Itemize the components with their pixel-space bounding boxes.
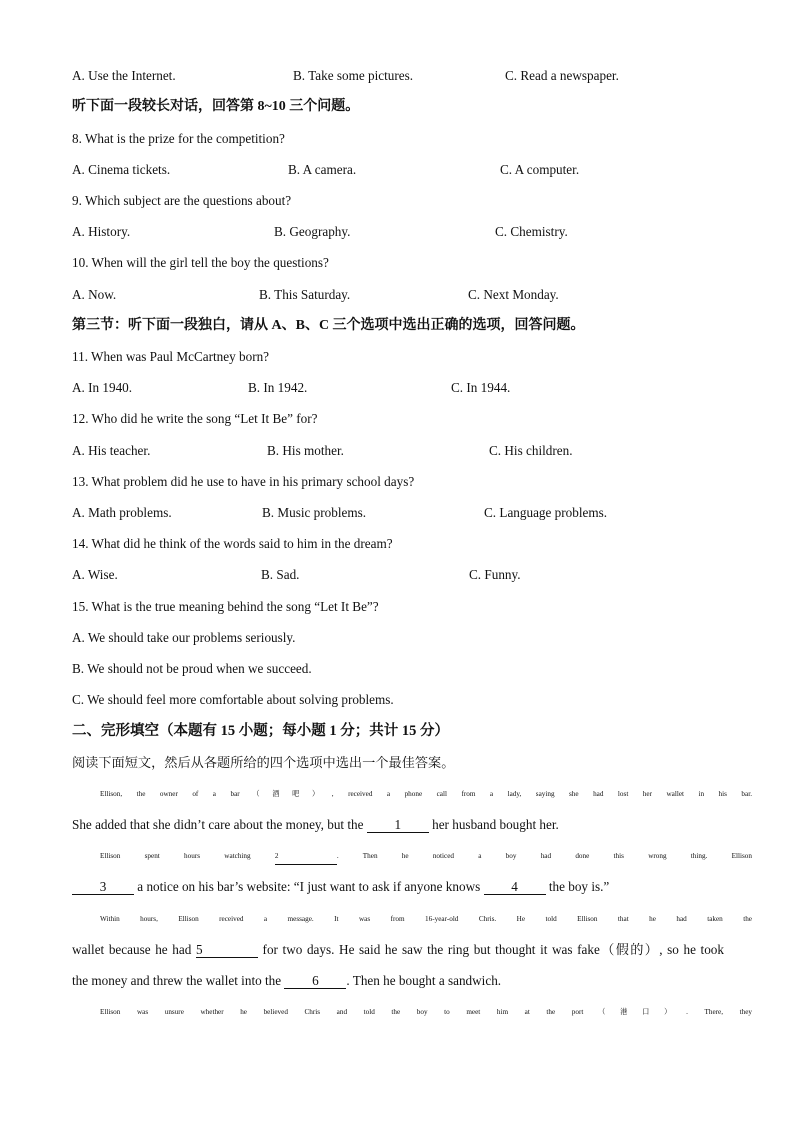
q12-option-a: A. His teacher. (72, 443, 151, 458)
q7-option-c: C. Read a newspaper. (505, 68, 619, 83)
q9-option-c: C. Chemistry. (495, 224, 568, 239)
passage-text: Ellison spent hours watching (100, 852, 275, 860)
passage-text: for two days. He said he saw the ring but thought it was fake（假的）, so he took (257, 942, 724, 957)
passage-text: her husband bought her. (428, 817, 559, 832)
passage-p3-line1 (72, 910, 752, 928)
q8-option-c: C. A computer. (500, 162, 580, 177)
q14-option-b: B. Sad. (261, 567, 300, 582)
q10-stem: 10. When will the girl tell the boy the questions? (72, 255, 329, 270)
q7-option-b: B. Take some pictures. (293, 68, 414, 83)
blank-4: 4 (484, 879, 546, 895)
section-3-instruction: 第三节：听下面一段独白，请从 A、B、C 三个选项中选出正确的选项，回答问题。 (72, 318, 585, 333)
passage-p3-line2 (72, 941, 724, 959)
passage-text: She added that she didn’t care about the money, but the (72, 817, 367, 832)
passage-p3-line3 (72, 972, 724, 990)
q9-option-a: A. History. (72, 224, 131, 239)
q12-stem: 12. Who did he write the song “Let It Be” for? (72, 411, 318, 426)
passage-text: the money and threw the wallet into the (72, 973, 285, 988)
passage-text: the boy is.” (545, 879, 610, 894)
passage-text: Ellison was unsure whether he believed Chris and told the boy to meet him at the port（港口）. There, they (100, 1008, 752, 1016)
q11-stem: 11. When was Paul McCartney born? (72, 349, 270, 364)
blank-3: 3 (72, 879, 134, 895)
passage-text: . Then he bought a sandwich. (346, 973, 502, 988)
q13-option-c: C. Language problems. (484, 505, 608, 520)
passage-p2-line2 (72, 878, 724, 896)
q7-option-a: A. Use the Internet. (72, 68, 176, 83)
q10-option-c: C. Next Monday. (468, 287, 559, 302)
q10-option-a: A. Now. (72, 287, 117, 302)
instruction-8-10: 听下面一段较长对话，回答第 8~10 三个问题。 (72, 99, 360, 114)
q15-option-c: C. We should feel more comfortable about solving problems. (72, 692, 394, 707)
q14-option-a: A. Wise. (72, 567, 118, 582)
blank-5: 5 (196, 942, 258, 958)
passage-p1-line1 (72, 785, 752, 803)
part-2-instruction: 阅读下面短文，然后从各题所给的四个选项中选出一个最佳答案。 (72, 755, 455, 770)
q15-option-a: A. We should take our problems seriously. (72, 630, 296, 645)
q10-option-b: B. This Saturday. (259, 287, 351, 302)
q11-option-a: A. In 1940. (72, 380, 133, 395)
passage-p2-line1 (72, 847, 752, 865)
q15-stem: 15. What is the true meaning behind the song “Let It Be”? (72, 599, 379, 614)
blank-6: 6 (284, 973, 346, 989)
part-2-title: 二、完形填空（本题有 15 小题；每小题 1 分；共计 15 分） (72, 723, 449, 739)
q13-option-a: A. Math problems. (72, 505, 172, 520)
q14-stem: 14. What did he think of the words said to him in the dream? (72, 536, 393, 551)
passage-text: . Then he noticed a boy had done this wrong thing. Ellison (336, 852, 752, 860)
q8-stem: 8. What is the prize for the competition? (72, 131, 285, 146)
q8-option-a: A. Cinema tickets. (72, 162, 171, 177)
q9-stem: 9. Which subject are the questions about? (72, 193, 292, 208)
passage-p4-line1 (72, 1003, 752, 1021)
q8-option-b: B. A camera. (288, 162, 357, 177)
q9-option-b: B. Geography. (274, 224, 351, 239)
q12-option-b: B. His mother. (267, 443, 344, 458)
blank-2: 2 (275, 849, 337, 865)
passage-text: a notice on his bar’s website: “I just want to ask if anyone knows (134, 879, 484, 894)
passage-p1-line2 (72, 816, 724, 834)
passage-text: wallet because he had (72, 942, 196, 957)
q13-option-b: B. Music problems. (262, 505, 367, 520)
q14-option-c: C. Funny. (469, 567, 521, 582)
q15-option-b: B. We should not be proud when we succeed. (72, 661, 312, 676)
q13-stem: 13. What problem did he use to have in his primary school days? (72, 474, 415, 489)
passage-text: Within hours, Ellison received a message. It was from 16-year-old Chris. He told Ellison that he had taken the (100, 915, 752, 923)
passage-text: Ellison, the owner of a bar（酒吧）, received a phone call from a lady, saying she had lost her wallet in his bar. (100, 790, 752, 798)
blank-1: 1 (367, 817, 429, 833)
q11-option-b: B. In 1942. (248, 380, 308, 395)
q12-option-c: C. His children. (489, 443, 573, 458)
q11-option-c: C. In 1944. (451, 380, 511, 395)
